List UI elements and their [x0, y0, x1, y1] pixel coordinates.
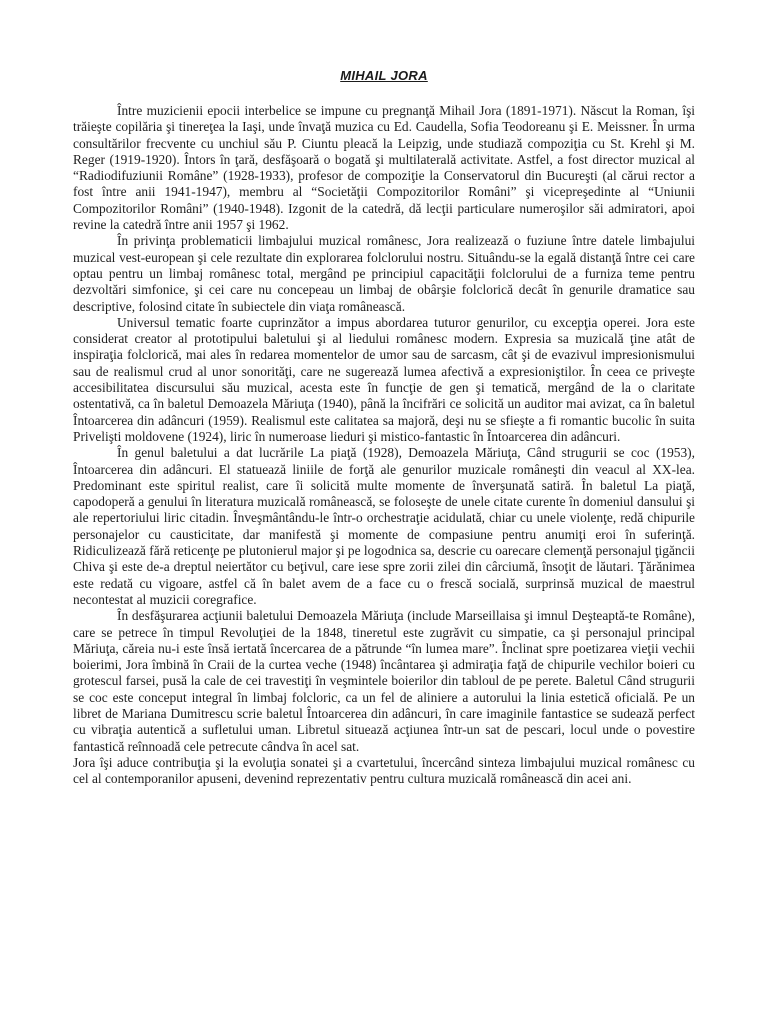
paragraph-5: În desfăşurarea acţiunii baletului Demoazela Măriuţa (include Marseillaisa şi imnul Deşteaptă-te Române), care se petrece în timpul Revoluţiei de la 1848, tineretul este zugrăvit cu simpatie, ca şi personajul principal Măriuţa, căreia nu-i este însă iertată încercarea de a pătrunde “în lumea mare”. Înclinat spre poetizarea vieţii vechii boierimi, Jora îmbină în Craii de la curtea veche (1948) încântarea şi admiraţia faţă de chipurile vechilor boieri cu grotescul farsei, pusă la cale de cei travestiţi în veşmintele boierilor din tabloul de pe perete. Baletul Când strugurii se coc este conceput integral în limbaj folcloric, ca un fel de aliniere a autorului la linia estetică oficială. Pe un libret de Mariana Dumitrescu scrie baletul Întoarcerea din adâncuri, în care imaginile fantastice se sudează perfect cu vibraţia autentică a sufletului uman. Libretul situează acţiunea într-un sat de pescari, locul unde o povestire fantastică reînnoadă cele petrecute cândva în acel sat. [73, 608, 695, 754]
paragraph-1: Între muzicienii epocii interbelice se impune cu pregnanţă Mihail Jora (1891-1971). Născut la Roman, îşi trăieşte copilăria şi tinereţea la Iaşi, unde învaţă muzica cu Ed. Caudella, Sofia Teodoreanu şi E. Meissner. În urma consultărilor frecvente cu unchiul său P. Ciuntu pleacă la Leipzig, unde studiază compoziţia cu St. Krehl şi M. Reger (1919-1920). Întors în ţară, desfăşoară o bogată şi multilaterală activitate. Astfel, a fost director muzical al “Radiodifuziunii Române” (1928-1933), profesor de compoziţie la Conservatorul din Bucureşti (al cărui rector a fost între anii 1941-1947), membru al “Societăţii Compozitorilor Români” şi vicepreşedinte al “Uniunii Compozitorilor Români” (1940-1948). Izgonit de la catedră, dă lecţii particulare numeroşilor săi admiratori, apoi revine la catedră între anii 1957 şi 1962. [73, 103, 695, 233]
paragraph-6: Jora îşi aduce contribuţia şi la evoluţia sonatei şi a cvartetului, încercând sinteza limbajului muzical românesc cu cel al contemporanilor apuseni, devenind reprezentativ pentru cultura muzicală românească din acei ani. [73, 754, 695, 787]
paragraph-2: În privinţa problematicii limbajului muzical românesc, Jora realizează o fuziune între datele limbajului muzical vest-european şi cele rezultate din explorarea folclorului nostru. Situându-se la egală distanţă între cei care optau pentru un limbaj românesc total, mergând pe principiul capacităţii folclorului de a furniza teme pentru dezvoltări simfonice, şi cei care nu concepeau un limbaj de obârşie folclorică decât în genurile dramatice sau descriptive, folosind citate în subiectele din viaţa românească. [73, 233, 695, 314]
document-body [73, 103, 695, 787]
document-title: MIHAIL JORA [340, 68, 428, 83]
paragraph-3: Universul tematic foarte cuprinzător a impus abordarea tuturor genurilor, cu excepţia operei. Jora este considerat creator al prototipului baletului şi al liedului românesc modern. Expresia sa muzicală ţine atât de inspiraţia folclorică, mai ales în redarea momentelor de umor sau de sarcasm, cât şi de evazivul impresionismului sau de realismul crud al unor sonorităţi, care ne sugerează lumea afectivă a expresioniştilor. În ceea ce priveşte accesibilitatea discursului său muzical, acesta este în funcţie de gen şi tematică, mergând de la o claritate ostentativă, ca în baletul Demoazela Măriuţa (1940), până la încifrări ce solicită un auditor mai avizat, ca în baletul Întoarcerea din adâncuri (1959). Realismul este calitatea sa majoră, deşi nu se sfieşte a fi romantic bucolic în suita Privelişti moldovene (1924), liric în numeroase lieduri şi mistico-fantastic în Întoarcerea din adâncuri. [73, 314, 695, 444]
paragraph-4: În genul baletului a dat lucrările La piaţă (1928), Demoazela Măriuţa, Când strugurii se coc (1953), Întoarcerea din adâncuri. El statuează liniile de forţă ale genurilor muzicale româneşti din veacul al XX-lea. Predominant este spiritul realist, care îi solicită multe momente de înverşunată satiră. În baletul La piaţă, capodoperă a genului în literatura muzicală românească, se foloseşte de unele citate curente în domeniul dansului şi ale repertoriului liric citadin. Înveşmântându-le într-o orchestraţie acidulată, chiar cu unele violenţe, redă chipurile personajelor cu causticitate, dar manifestă şi momente de compasiune pentru anumiţi eroi în suferinţă. Ridiculizează fără reticenţe pe plutonierul major şi pe logodnica sa, descrie cu oarecare clemenţă personajul ţigăncii Chiva şi este de-a dreptul neiertător cu beţivul, care iese spre zorii zilei din cârciumă, însoţit de lăutari. Ţărănimea este redată cu vigoare, astfel că în balet avem de a face cu o frescă socială, surprinsă muzical de maestrul necontestat al muzicii coregrafice. [73, 445, 695, 607]
